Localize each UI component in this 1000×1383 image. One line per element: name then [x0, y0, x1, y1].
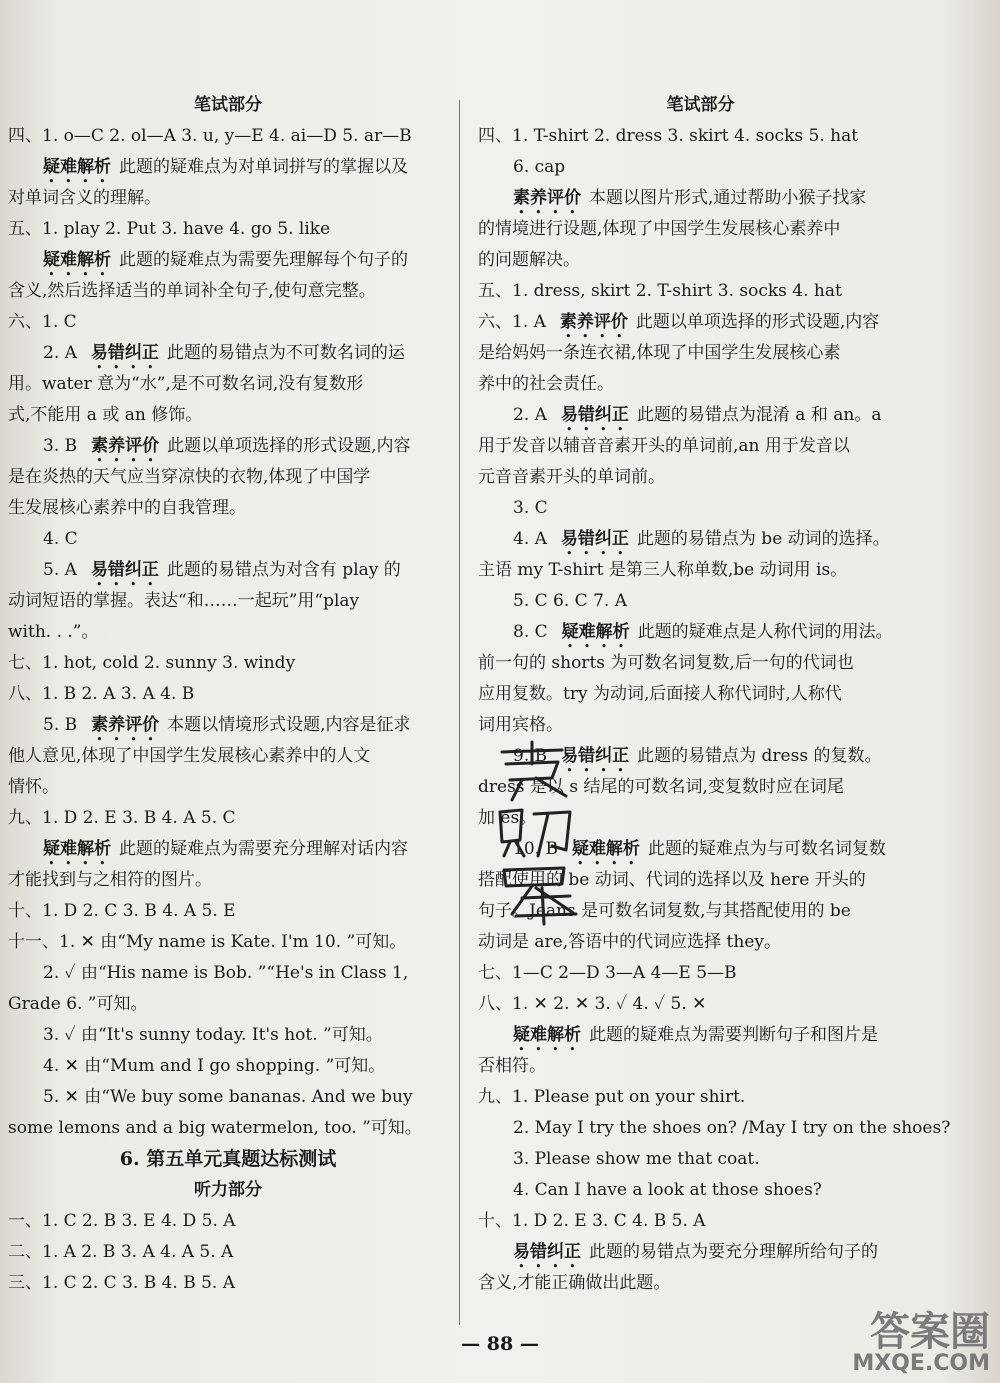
answer-text: 四、1. o—C 2. ol—A 3. u, y—E 4. ai—D 5. ar—B — [8, 126, 412, 146]
answer-text: 8. C — [513, 622, 548, 642]
answer-text: 对单词含义的理解。 — [8, 188, 161, 208]
answer-text: 六、1. A — [478, 312, 546, 332]
answer-text: 六、1. C — [8, 312, 77, 332]
answer-text: 5. C 6. C 7. A — [513, 591, 627, 611]
right-answer-lines — [478, 121, 951, 1299]
right-column — [478, 90, 951, 1299]
answer-line — [8, 307, 448, 338]
answer-line — [478, 400, 923, 431]
left-column — [8, 90, 448, 1299]
annotation-tag: 疑难解析 — [43, 250, 111, 270]
answer-line — [8, 493, 448, 524]
answer-line — [8, 245, 448, 276]
answer-line — [8, 741, 448, 772]
answer-line — [478, 1237, 923, 1268]
answer-line — [8, 1051, 448, 1082]
answer-line — [8, 586, 448, 617]
watermark-url: MXQE.COM — [852, 1351, 990, 1376]
answer-text: 3. Please show me that coat. — [513, 1149, 760, 1169]
answer-text: 的问题解决。 — [478, 250, 580, 270]
answer-text: 八、1. B 2. A 3. A 4. B — [8, 684, 195, 704]
answer-line — [8, 338, 448, 369]
answer-line — [478, 493, 923, 524]
left-answer-lines — [8, 121, 448, 1144]
annotation-tag: 易错纠正 — [90, 560, 159, 580]
annotation-tag: 易错纠正 — [560, 529, 629, 549]
answer-line — [8, 183, 448, 214]
answer-line — [8, 648, 448, 679]
handwriting-scribble — [492, 738, 584, 926]
answer-text: 4. A — [513, 529, 547, 549]
answer-line — [8, 369, 448, 400]
answer-text: 本题以图片形式,通过帮助小猴子找家 — [589, 188, 867, 208]
annotation-tag: 素养评价 — [91, 436, 160, 456]
answer-text: 此题的疑难点为与可数名词复数 — [647, 839, 886, 859]
answer-text: 5. ✕ 由“We buy some bananas. And we buy — [43, 1087, 413, 1107]
answer-line — [478, 431, 923, 462]
answer-text: 含义,然后选择适当的单词补全句子,使句意完整。 — [8, 281, 376, 301]
answer-text: 3. C — [513, 498, 548, 518]
answer-text: 4. C — [43, 529, 78, 549]
answer-text: 3. B — [43, 436, 78, 456]
answer-line — [8, 214, 448, 245]
answer-line — [8, 121, 448, 152]
annotation-tag: 素养评价 — [513, 188, 581, 208]
answer-text: some lemons and a big watermelon, too. ”可知。 — [8, 1118, 422, 1138]
answer-line — [478, 524, 923, 555]
answer-line — [478, 648, 923, 679]
answer-line — [8, 927, 448, 958]
answer-line — [8, 431, 448, 462]
answer-text: 句子。Jeans 是可数名词复数,与其搭配使用的 be — [478, 901, 851, 921]
answer-line — [8, 617, 448, 648]
answer-text: 此题的疑难点为需要先理解每个句子的 — [119, 250, 408, 270]
answer-text: 6. cap — [513, 157, 566, 177]
answer-text: 才能找到与之相符的图片。 — [8, 870, 212, 890]
answer-text: 动词短语的掌握。表达“和……一起玩”用“play — [8, 591, 360, 611]
answer-text: 用。water 意为“水”,是不可数名词,没有复数形 — [8, 374, 364, 394]
column-divider — [459, 100, 460, 1325]
answer-text: 五、1. play 2. Put 3. have 4. go 5. like — [8, 219, 331, 239]
answer-line — [8, 989, 448, 1020]
answer-line — [8, 865, 448, 896]
answer-line — [8, 834, 448, 865]
answer-line — [478, 307, 923, 338]
answer-text: 动词是 are,答语中的代词应选择 they。 — [478, 932, 781, 952]
answer-line — [8, 555, 448, 586]
answer-text: 10. B — [513, 839, 558, 859]
answer-text: 含义,才能正确做出此题。 — [478, 1273, 671, 1293]
annotation-tag: 易错纠正 — [560, 405, 629, 425]
answer-line — [478, 710, 923, 741]
answer-line — [478, 121, 923, 152]
right-heading: 笔试部分 — [666, 95, 735, 115]
answer-text: 七、1—C 2—D 3—A 4—E 5—B — [478, 963, 737, 983]
answer-text: 此题的易错点为要充分理解所给句子的 — [589, 1242, 878, 1262]
answer-text: 应用复数。try 为动词,后面接人称代词时,人称代 — [478, 684, 842, 704]
answer-line — [8, 400, 448, 431]
answer-text: 养中的社会责任。 — [478, 374, 614, 394]
answer-line — [478, 1113, 951, 1144]
answer-line — [8, 524, 448, 555]
left-heading: 笔试部分 — [194, 95, 262, 115]
answer-text: 七、1. hot, cold 2. sunny 3. windy — [8, 653, 296, 673]
answer-line — [478, 1268, 923, 1299]
answer-text: 此题的易错点为不可数名词的运 — [166, 343, 405, 363]
answer-line — [478, 927, 923, 958]
answer-text: 元音音素开头的单词前。 — [478, 467, 665, 487]
answer-text: 五、1. dress, skirt 2. T-shirt 3. socks 4. hat — [478, 281, 842, 301]
answer-line — [478, 555, 923, 586]
answer-line — [8, 803, 448, 834]
answer-text: 此题的疑难点为对单词拼写的掌握以及 — [119, 157, 408, 177]
answer-text: 4. Can I have a look at those shoes? — [513, 1180, 822, 1200]
annotation-tag: 易错纠正 — [90, 343, 159, 363]
answer-line — [478, 152, 923, 183]
answer-text: dress 是以 s 结尾的可数名词,变复数时应在词尾 — [478, 777, 844, 797]
answer-text: 此题的易错点为 be 动词的选择。 — [636, 529, 890, 549]
answer-text: 2. May I try the shoes on? /May I try on the shoes? — [513, 1118, 951, 1138]
answer-text: 本题以情境形式设题,内容是征求 — [167, 715, 411, 735]
answer-line — [478, 617, 923, 648]
answer-text: with. . .”。 — [8, 622, 99, 642]
answer-line — [478, 462, 923, 493]
answer-text: 搭配使用的 be 动词、代词的选择以及 here 开头的 — [478, 870, 866, 890]
answer-text: 九、1. Please put on your shirt. — [478, 1087, 746, 1107]
answer-text: 5. A — [43, 560, 77, 580]
answer-text: 2. ✓ 由“His name is Bob. ”“He's in Class 1, — [43, 963, 409, 983]
annotation-tag: 疑难解析 — [561, 622, 630, 642]
annotation-tag: 素养评价 — [559, 312, 628, 332]
answer-text: 八、1. ✕ 2. ✕ 3. ✓ 4. ✓ 5. ✕ — [478, 994, 707, 1014]
listening-answer-3: 三、1. C 2. C 3. B 4. B 5. A — [8, 1273, 236, 1293]
answer-text: 此题的疑难点为需要判断句子和图片是 — [589, 1025, 878, 1045]
annotation-tag: 疑难解析 — [43, 839, 111, 859]
answer-text: 此题的疑难点是人称代词的用法。 — [637, 622, 893, 642]
answer-text: 是在炎热的天气应当穿凉快的衣物,体现了中国学 — [8, 467, 371, 487]
answer-text: Grade 6. ”可知。 — [8, 994, 148, 1014]
answer-line — [8, 276, 448, 307]
answer-line — [478, 989, 923, 1020]
answer-line — [478, 1144, 923, 1175]
answer-line — [478, 276, 923, 307]
answer-text: 此题以单项选择的形式设题,内容 — [635, 312, 880, 332]
answer-line — [478, 1051, 923, 1082]
answer-line — [8, 152, 448, 183]
answer-line — [8, 1020, 448, 1051]
answer-text: 前一句的 shorts 为可数名词复数,后一句的代词也 — [478, 653, 854, 673]
answer-line — [478, 1206, 923, 1237]
answer-line — [8, 1113, 448, 1144]
answer-text: 此题的易错点为对含有 play 的 — [166, 560, 401, 580]
answer-text: 3. ✓ 由“It's sunny today. It's hot. ”可知。 — [43, 1025, 383, 1045]
answer-text: 4. ✕ 由“Mum and I go shopping. ”可知。 — [43, 1056, 386, 1076]
answer-text: 用于发音以辅音音素开头的单词前,an 用于发音以 — [478, 436, 850, 456]
annotation-tag: 易错纠正 — [513, 1242, 581, 1262]
answer-text: 情怀。 — [8, 777, 59, 797]
answer-text: 是给妈妈一条连衣裙,体现了中国学生发展核心素 — [478, 343, 841, 363]
answer-text: 主语 my T-shirt 是第三人称单数,be 动词用 is。 — [478, 560, 848, 580]
answer-line — [478, 586, 923, 617]
answer-text: 十、1. D 2. C 3. B 4. A 5. E — [8, 901, 236, 921]
answer-line — [8, 896, 448, 927]
answer-line — [478, 369, 923, 400]
answer-line — [8, 679, 448, 710]
answer-text: 2. A — [43, 343, 77, 363]
answer-text: 此题的疑难点为需要充分理解对话内容 — [119, 839, 408, 859]
answer-text: 否相符。 — [478, 1056, 546, 1076]
answer-line — [478, 183, 923, 214]
listening-heading: 听力部分 — [194, 1180, 262, 1200]
unit-test-title: 6. 第五单元真题达标测试 — [119, 1148, 337, 1170]
site-watermark — [822, 1308, 990, 1376]
watermark-logo: 答案圈 — [870, 1308, 990, 1355]
answer-text: 词用宾格。 — [478, 715, 563, 735]
annotation-tag: 易错纠正 — [561, 746, 630, 766]
answer-text: 生发展核心素养中的自我管理。 — [8, 498, 246, 518]
annotation-tag: 疑难解析 — [571, 839, 640, 859]
answer-line — [478, 214, 923, 245]
answer-text: 此题的易错点为 dress 的复数。 — [637, 746, 882, 766]
answer-text: 的情境进行设题,体现了中国学生发展核心素养中 — [478, 219, 841, 239]
answer-text: 9. B — [513, 746, 548, 766]
answer-line — [478, 1082, 923, 1113]
answer-text: 式,不能用 a 或 an 修饰。 — [8, 405, 203, 425]
answer-text: 四、1. T-shirt 2. dress 3. skirt 4. socks 5. hat — [478, 126, 859, 146]
answer-line — [8, 462, 448, 493]
answer-line — [478, 245, 923, 276]
answer-line — [478, 338, 923, 369]
answer-text: 他人意见,体现了中国学生发展核心素养中的人文 — [8, 746, 371, 766]
annotation-tag: 疑难解析 — [513, 1025, 581, 1045]
answer-text: 加 es。 — [478, 808, 537, 828]
answer-line — [478, 1020, 923, 1051]
answer-line — [8, 958, 448, 989]
annotation-tag: 疑难解析 — [43, 157, 111, 177]
answer-text: 十一、1. ✕ 由“My name is Kate. I'm 10. ”可知。 — [8, 932, 407, 952]
answer-text: 此题的易错点为混淆 a 和 an。a — [636, 405, 882, 425]
page-number: — 88 — — [461, 1333, 539, 1355]
annotation-tag: 素养评价 — [91, 715, 160, 735]
answer-line — [8, 772, 448, 803]
answer-text: 5. B — [43, 715, 78, 735]
answer-line — [478, 1175, 923, 1206]
answer-line — [8, 1082, 448, 1113]
answer-text: 此题以单项选择的形式设题,内容 — [167, 436, 411, 456]
answer-line — [8, 710, 448, 741]
answer-text: 十、1. D 2. E 3. C 4. B 5. A — [478, 1211, 706, 1231]
answer-text: 2. A — [513, 405, 547, 425]
answer-line — [478, 958, 923, 989]
listening-answer-1: 一、1. C 2. B 3. E 4. D 5. A — [8, 1211, 236, 1231]
listening-answer-2: 二、1. A 2. B 3. A 4. A 5. A — [8, 1242, 234, 1262]
answer-text: 九、1. D 2. E 3. B 4. A 5. C — [8, 808, 236, 828]
answer-line — [478, 679, 923, 710]
